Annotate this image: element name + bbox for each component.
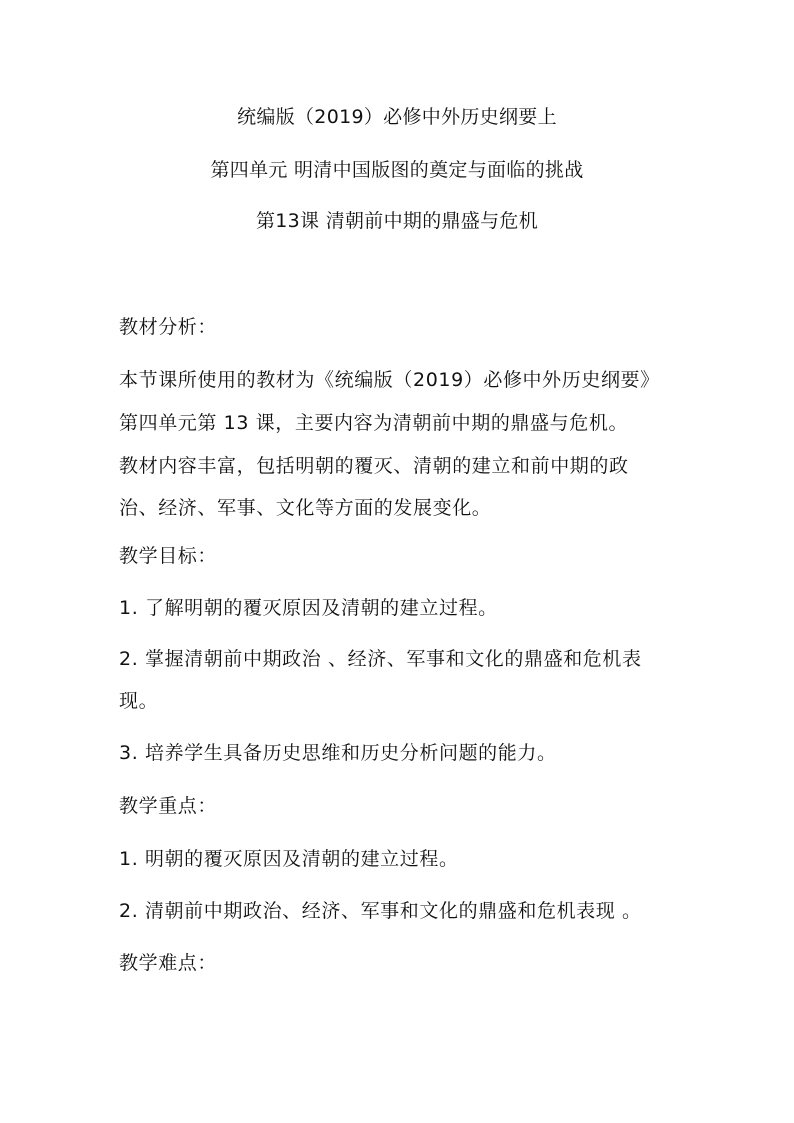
section-heading-difficulties: 教学难点：: [119, 952, 218, 974]
section-heading-key-points: 教学重点：: [119, 795, 218, 817]
section-heading-goals: 教学目标：: [119, 545, 218, 567]
document-title-unit: 第四单元 明清中国版图的奠定与面临的挑战: [210, 159, 584, 181]
document-title-textbook: 统编版（2019）必修中外历史纲要上: [237, 106, 557, 128]
analysis-line: 第四单元第 13 课，主要内容为清朝前中期的鼎盛与危机。: [119, 412, 629, 434]
goal-item-continuation: 现。: [119, 690, 159, 712]
goal-item: 2. 掌握清朝前中期政治 、经济、军事和文化的鼎盛和危机表: [119, 648, 642, 670]
document-title-lesson: 第13课 清朝前中期的鼎盛与危机: [255, 210, 539, 232]
analysis-line: 教材内容丰富，包括明朝的覆灭、清朝的建立和前中期的政: [119, 455, 629, 477]
section-heading-analysis: 教材分析：: [119, 316, 218, 338]
analysis-line: 本节课所使用的教材为《统编版（2019）必修中外历史纲要》: [119, 369, 660, 391]
goal-item: 1. 了解明朝的覆灭原因及清朝的建立过程。: [119, 597, 498, 619]
analysis-line: 治、经济、军事、文化等方面的发展变化。: [119, 497, 492, 519]
key-point-item: 2. 清朝前中期政治、经济、军事和文化的鼎盛和危机表现 。: [119, 900, 642, 922]
key-point-item: 1. 明朝的覆灭原因及清朝的建立过程。: [119, 848, 459, 870]
goal-item: 3. 培养学生具备历史思维和历史分析问题的能力。: [119, 742, 557, 764]
